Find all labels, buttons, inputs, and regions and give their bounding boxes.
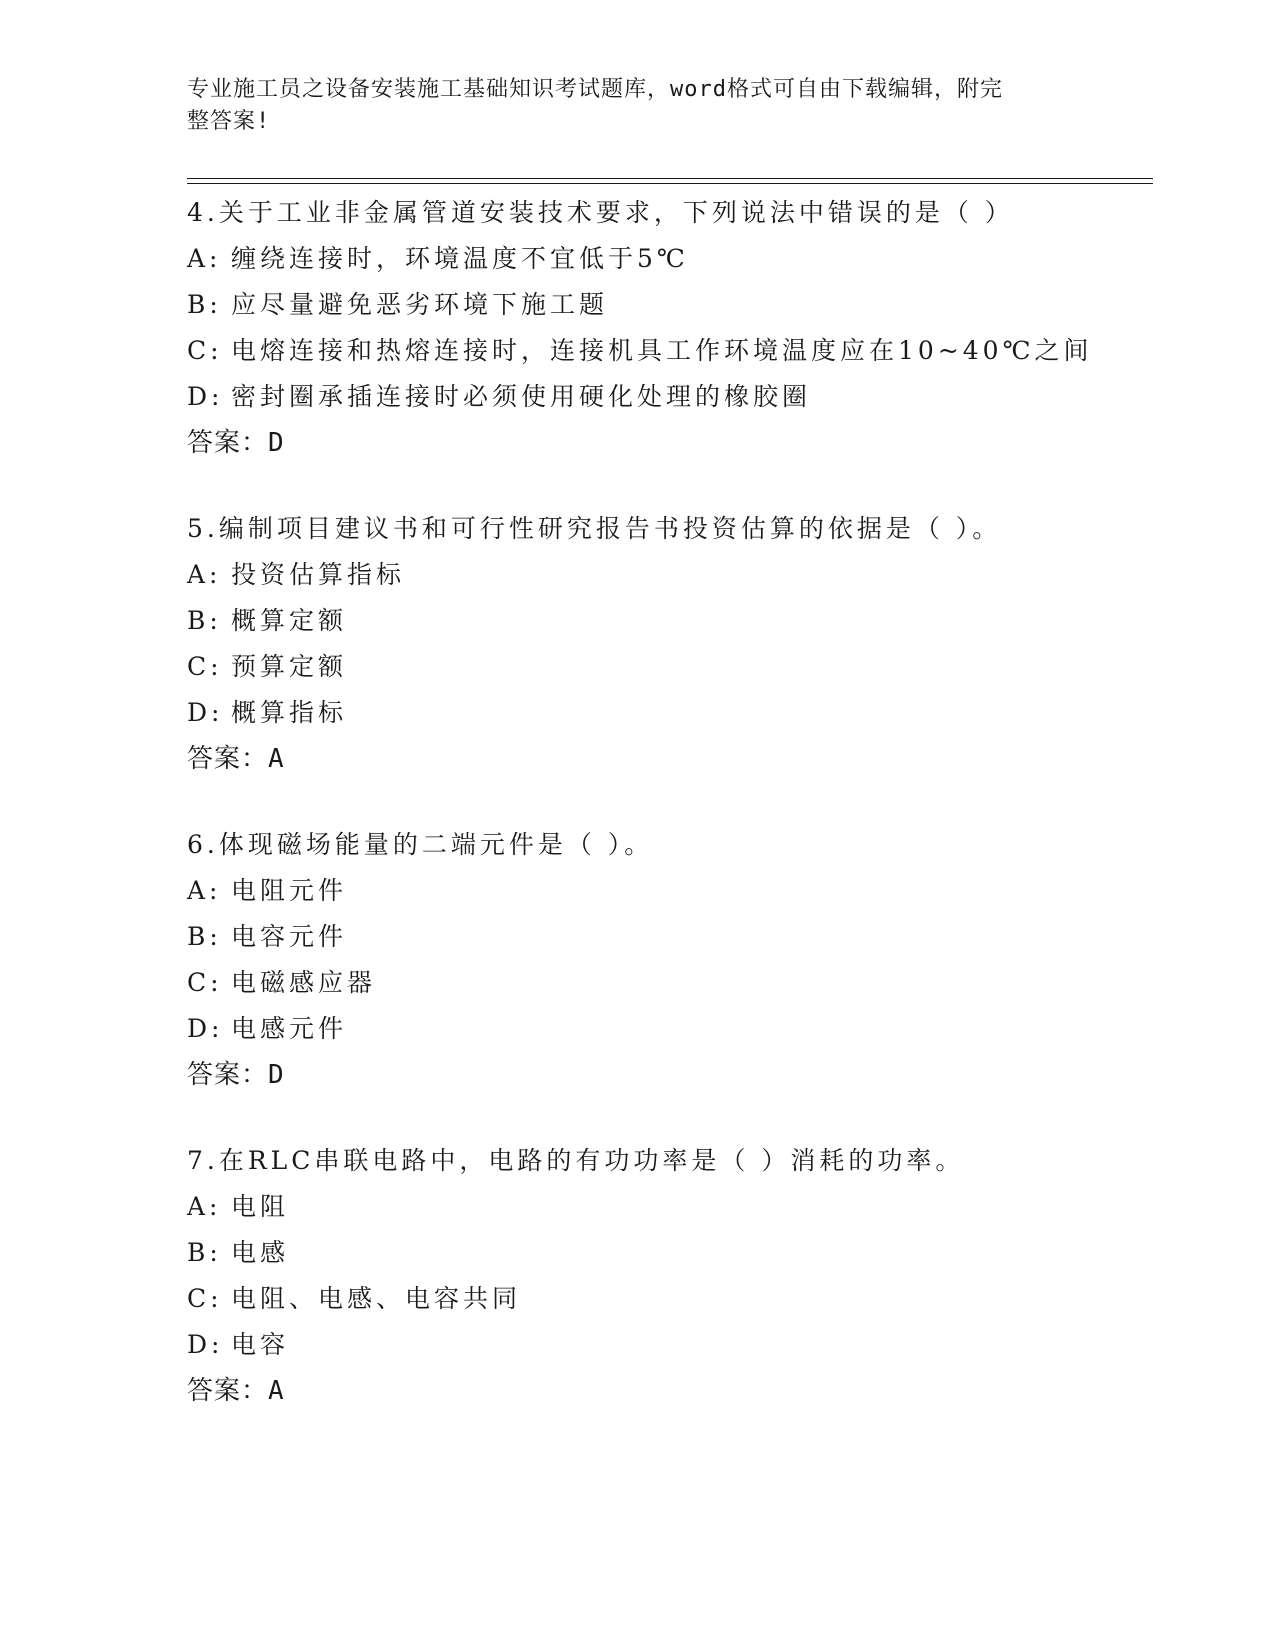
option-b	[187, 1230, 1153, 1276]
option-c	[187, 1276, 1153, 1322]
option-text: 电阻元件	[231, 876, 348, 905]
option-c	[187, 644, 1153, 690]
option-label: C:	[187, 336, 223, 365]
option-text: 应尽量避免恶劣环境下施工题	[231, 290, 609, 319]
option-text: 概算指标	[231, 698, 348, 727]
option-a	[187, 552, 1153, 598]
option-label: B:	[187, 606, 222, 635]
option-text: 电磁感应器	[231, 968, 377, 997]
option-label: A:	[187, 560, 222, 589]
option-b	[187, 598, 1153, 644]
header-divider-top	[187, 178, 1153, 179]
option-label: B:	[187, 290, 222, 319]
option-label: C:	[187, 652, 223, 681]
option-label: B:	[187, 922, 222, 951]
answer-line: 答案：A	[187, 1376, 285, 1406]
option-text: 电容元件	[231, 922, 348, 951]
question-stem: 5.编制项目建议书和可行性研究报告书投资估算的依据是（ ）。	[187, 514, 1002, 543]
option-c	[187, 960, 1153, 1006]
option-d	[187, 1322, 1153, 1368]
option-a	[187, 1184, 1153, 1230]
option-text: 缠绕连接时，环境温度不宜低于5℃	[231, 244, 689, 273]
option-text: 投资估算指标	[231, 560, 406, 589]
header-line-1: 专业施工员之设备安装施工基础知识考试题库，word格式可自由下载编辑，附完	[187, 77, 1003, 102]
option-label: C:	[187, 968, 223, 997]
option-b	[187, 914, 1153, 960]
option-d	[187, 1006, 1153, 1052]
document-header	[187, 74, 1067, 138]
question-6	[187, 822, 1153, 1098]
question-stem: 6.体现磁场能量的二端元件是（ ）。	[187, 830, 654, 859]
option-label: A:	[187, 244, 222, 273]
option-a	[187, 868, 1153, 914]
option-text: 电阻	[231, 1192, 290, 1221]
header-line-2: 整答案!	[187, 109, 271, 134]
option-text: 预算定额	[231, 652, 348, 681]
option-label: D:	[187, 382, 224, 411]
option-label: B:	[187, 1238, 222, 1267]
option-a	[187, 236, 1153, 282]
option-d	[187, 374, 1153, 420]
option-label: A:	[187, 1192, 222, 1221]
option-text: 电容	[231, 1330, 290, 1359]
option-text: 概算定额	[231, 606, 348, 635]
option-label: A:	[187, 876, 222, 905]
option-text: 密封圈承插连接时必须使用硬化处理的橡胶圈	[231, 382, 812, 411]
question-7	[187, 1138, 1153, 1414]
question-5	[187, 506, 1153, 782]
option-c	[187, 328, 1153, 374]
answer-line: 答案：D	[187, 428, 285, 458]
option-d	[187, 690, 1153, 736]
option-text: 电阻、电感、电容共同	[231, 1284, 522, 1313]
question-stem: 7.在RLC串联电路中，电路的有功功率是（ ）消耗的功率。	[187, 1146, 965, 1175]
option-b	[187, 282, 1153, 328]
question-list	[187, 190, 1153, 1454]
answer-line: 答案：D	[187, 1060, 285, 1090]
question-stem: 4.关于工业非金属管道安装技术要求，下列说法中错误的是（ ）	[187, 198, 1014, 227]
option-label: D:	[187, 698, 224, 727]
question-4	[187, 190, 1153, 466]
option-label: D:	[187, 1014, 224, 1043]
option-text: 电熔连接和热熔连接时，连接机具工作环境温度应在10~40℃之间	[231, 336, 1093, 365]
header-divider-bottom	[187, 183, 1153, 184]
option-label: D:	[187, 1330, 224, 1359]
option-text: 电感	[231, 1238, 290, 1267]
answer-line: 答案：A	[187, 744, 285, 774]
option-label: C:	[187, 1284, 223, 1313]
option-text: 电感元件	[231, 1014, 348, 1043]
